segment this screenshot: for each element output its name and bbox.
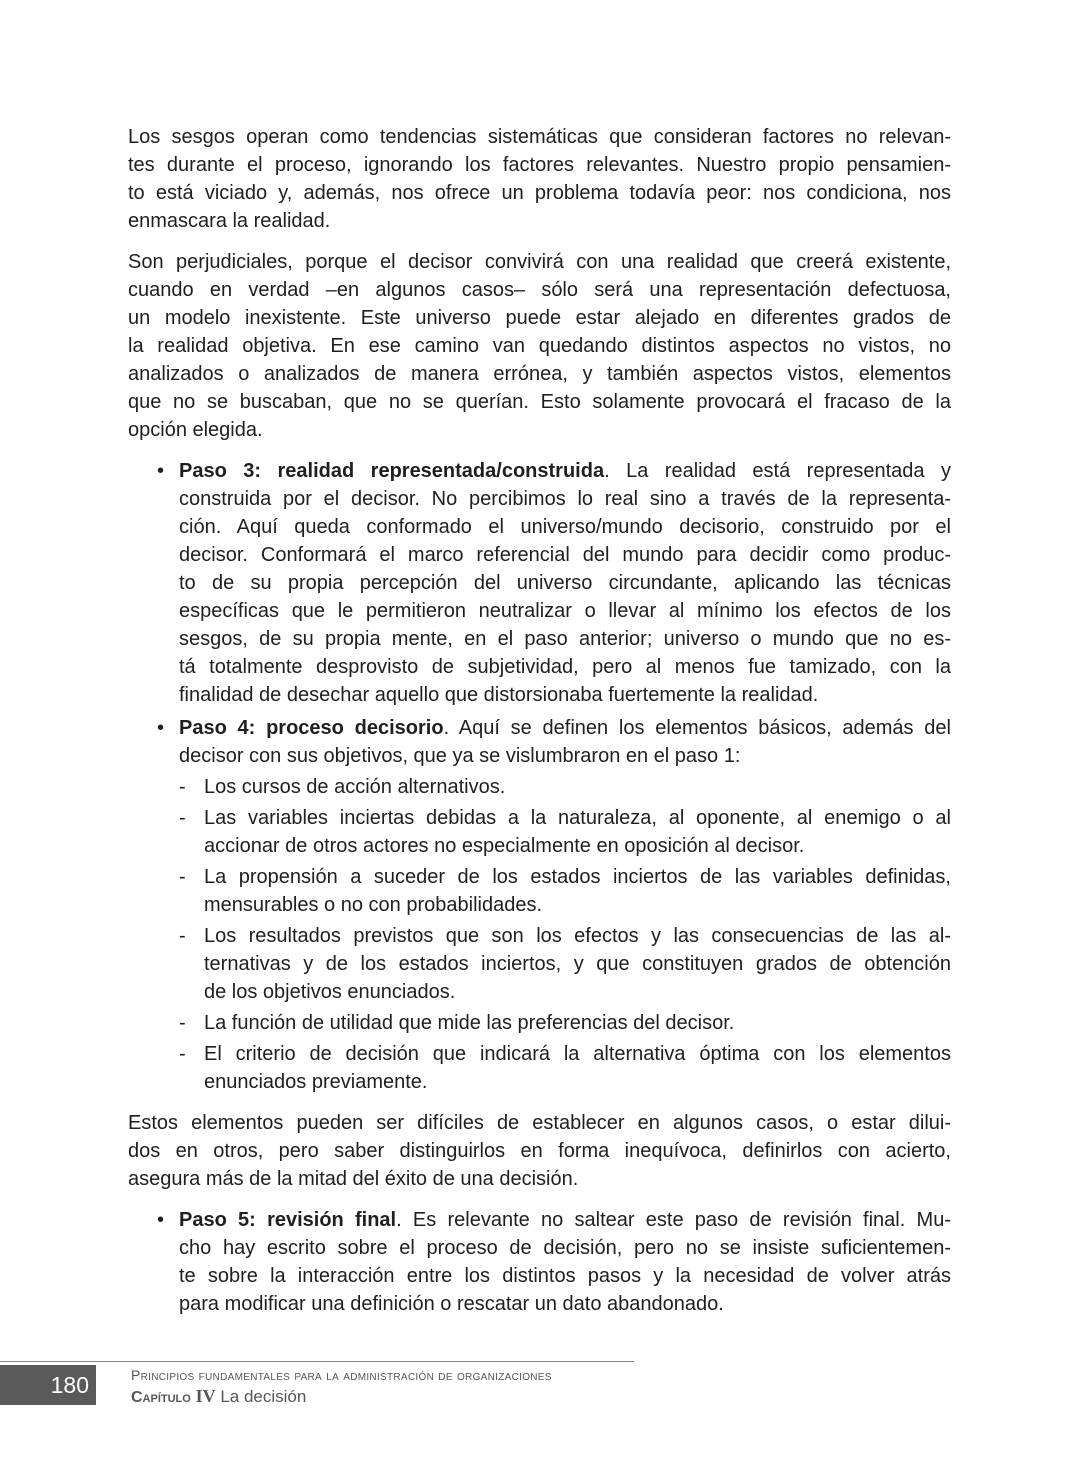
dash-list-item (128, 804, 951, 860)
bullet-item (128, 457, 951, 709)
text-line (204, 773, 951, 801)
text-line (128, 248, 951, 276)
text-line (128, 1137, 951, 1165)
text-line (179, 1234, 951, 1262)
chapter-heading (131, 1386, 306, 1407)
text-line (179, 1262, 951, 1290)
text-line (128, 304, 951, 332)
line-text: opción elegida. (128, 419, 263, 441)
dash-list-item (128, 1009, 951, 1037)
line-text: construida por el decisor. No percibimos lo real sino a través de la representa- (179, 488, 951, 510)
dash-marker: - (179, 1043, 186, 1065)
line-text: cuando en verdad –en algunos casos– sólo será una representación defectuosa, (128, 279, 951, 301)
line-text: mensurables o no con probabilidades. (204, 894, 542, 916)
dash-marker: - (179, 866, 186, 888)
line-text: La función de utilidad que mide las preferencias del decisor. (204, 1012, 735, 1034)
line-text: dos en otros, pero saber distinguirlos en forma inequívoca, definirlos con acierto, (128, 1140, 951, 1162)
line-text: para modificar una definición o rescatar un dato abandonado. (179, 1293, 724, 1315)
line-text: te sobre la interacción entre los distintos pasos y la necesidad de volver atrás (179, 1265, 951, 1287)
text-line (128, 1165, 951, 1193)
page-body (128, 123, 951, 1323)
text-line (204, 950, 951, 978)
text-line (179, 681, 951, 709)
text-line (128, 151, 951, 179)
line-text: decisor. Conformará el marco referencial del mundo para decidir como produc- (179, 544, 951, 566)
line-text: accionar de otros actores no especialmente en oposición al decisor. (204, 835, 805, 857)
chapter-title: La decisión (220, 1387, 307, 1406)
text-line (179, 485, 951, 513)
dash-list-item (128, 1040, 951, 1096)
text-line (179, 625, 951, 653)
paragraph (128, 1109, 951, 1193)
text-line (179, 1290, 951, 1318)
text-line (179, 1206, 951, 1234)
line-text: de los objetivos enunciados. (204, 981, 456, 1003)
text-line (204, 978, 951, 1006)
dash-list-item (128, 922, 951, 1006)
bullet-item (128, 1206, 951, 1318)
dash-marker: - (179, 925, 186, 947)
text-line (179, 742, 951, 770)
line-text: la realidad objetiva. En ese camino van quedando distintos aspectos no vistos, no (128, 335, 951, 357)
line-text: to de su propia percepción del universo circundante, aplicando las técnicas (179, 572, 951, 594)
line-text: Estos elementos pueden ser difíciles de establecer en algunos casos, o estar dilui- (128, 1112, 951, 1134)
line-text: Los cursos de acción alternativos. (204, 776, 506, 798)
line-text: un modelo inexistente. Este universo puede estar alejado en diferentes grados de (128, 307, 951, 329)
step-title: Paso 3: realidad representada/construida (179, 460, 605, 482)
dash-marker: - (179, 807, 186, 829)
line-text: Los sesgos operan como tendencias sistemáticas que consideran factores no relevan- (128, 126, 951, 148)
text-line (128, 332, 951, 360)
bullet-marker: • (157, 717, 165, 739)
line-text: La propensión a suceder de los estados inciertos de las variables definidas, (204, 866, 951, 888)
text-line (179, 457, 951, 485)
bullet-item (128, 714, 951, 770)
chapter-number: IV (195, 1386, 216, 1406)
line-text: que no se buscaban, que no se querían. Esto solamente provocará el fracaso de la (128, 391, 951, 413)
text-line (204, 863, 951, 891)
text-line (179, 513, 951, 541)
line-text: Los resultados previstos que son los efectos y las consecuencias de las al- (204, 925, 951, 947)
line-text: enunciados previamente. (204, 1071, 428, 1093)
line-text: específicas que le permitieron neutralizar o llevar al mínimo los efectos de los (179, 600, 951, 622)
text-line (204, 922, 951, 950)
text-line (179, 597, 951, 625)
text-line (128, 1109, 951, 1137)
text-line (179, 541, 951, 569)
step-title: Paso 4: proceso decisorio (179, 717, 444, 739)
text-line (179, 653, 951, 681)
line-text: ción. Aquí queda conformado el universo/mundo decisorio, construido por el (179, 516, 951, 538)
line-text: enmascara la realidad. (128, 210, 331, 232)
text-line (128, 388, 951, 416)
line-text: El criterio de decisión que indicará la alternativa óptima con los elementos (204, 1043, 951, 1065)
chapter-label: Capítulo (131, 1389, 191, 1406)
text-line (204, 804, 951, 832)
line-text: ternativas y de los estados inciertos, y que constituyen grados de obtención (204, 953, 951, 975)
text-line (128, 179, 951, 207)
text-line (204, 1068, 951, 1096)
paragraph (128, 123, 951, 235)
book-title: Principios fundamentales para la administración de organizaciones (131, 1367, 552, 1383)
text-line (204, 1040, 951, 1068)
step-title: Paso 5: revisión final (179, 1209, 397, 1231)
text-line (128, 123, 951, 151)
page-number: 180 (0, 1365, 96, 1405)
line-text: sesgos, de su propia mente, en el paso anterior; universo o mundo que no es- (179, 628, 951, 650)
line-text: asegura más de la mitad del éxito de una decisión. (128, 1168, 579, 1190)
dash-list-item (128, 863, 951, 919)
line-text: . Aquí se definen los elementos básicos, además del (443, 717, 951, 739)
line-text: . La realidad está representada y (604, 460, 951, 482)
text-line (204, 891, 951, 919)
text-line (179, 569, 951, 597)
line-text: to está viciado y, además, nos ofrece un problema todavía peor: nos condiciona, nos (128, 182, 951, 204)
paragraph (128, 248, 951, 444)
text-line (204, 1009, 951, 1037)
bullet-marker: • (157, 1209, 165, 1231)
dash-marker: - (179, 776, 186, 798)
text-line (128, 207, 951, 235)
bullet-marker: • (157, 460, 165, 482)
line-text: tá totalmente desprovisto de subjetividad, pero al menos fue tamizado, con la (179, 656, 951, 678)
line-text: decisor con sus objetivos, que ya se vislumbraron en el paso 1: (179, 745, 741, 767)
line-text: analizados o analizados de manera errónea, y también aspectos vistos, elementos (128, 363, 951, 385)
text-line (179, 714, 951, 742)
line-text: finalidad de desechar aquello que distorsionaba fuertemente la realidad. (179, 684, 819, 706)
line-text: tes durante el proceso, ignorando los factores relevantes. Nuestro propio pensamien- (128, 154, 951, 176)
text-line (128, 360, 951, 388)
dash-list-item (128, 773, 951, 801)
text-line (204, 832, 951, 860)
line-text: cho hay escrito sobre el proceso de decisión, pero no se insiste suficientemen- (179, 1237, 951, 1259)
dash-marker: - (179, 1012, 186, 1034)
footer-divider (0, 1361, 634, 1362)
line-text: Son perjudiciales, porque el decisor convivirá con una realidad que creerá existente, (128, 251, 951, 273)
text-line (128, 416, 951, 444)
line-text: Las variables inciertas debidas a la naturaleza, al oponente, al enemigo o al (204, 807, 951, 829)
line-text: . Es relevante no saltear este paso de revisión final. Mu- (396, 1209, 951, 1231)
text-line (128, 276, 951, 304)
